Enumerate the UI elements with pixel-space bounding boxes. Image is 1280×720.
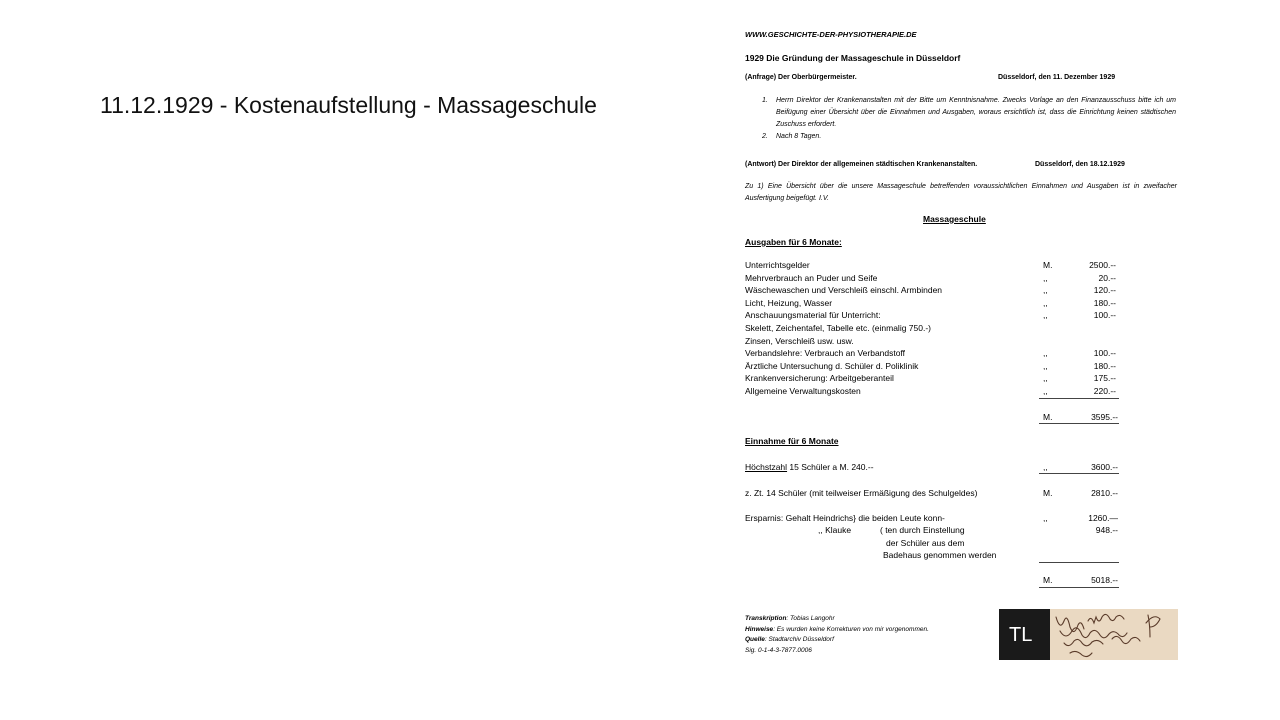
- document-image: [745, 24, 1180, 664]
- income-rule: [1039, 473, 1119, 474]
- expense-label: Licht, Heizung, Wasser: [745, 297, 833, 308]
- footer-signature: Sig. 0-1-4-3-7877.0006: [745, 646, 812, 654]
- note-number: 2.: [762, 133, 768, 140]
- expense-amount: 220.--: [1093, 385, 1116, 396]
- expense-unit: ,,: [1043, 272, 1048, 283]
- footer: [745, 614, 929, 656]
- expenses-total-amount: 3595.--: [1091, 412, 1118, 422]
- income-max-label-underlined: Höchstzahl: [745, 462, 788, 472]
- expense-label: Zinsen, Verschleiß usw. usw.: [745, 335, 854, 346]
- expense-row: [745, 285, 1135, 298]
- savings-line-2-text: ( ten durch Einstellung: [880, 525, 965, 535]
- expense-row: [745, 386, 1135, 399]
- expense-label: Mehrverbrauch an Puder und Seife: [745, 272, 878, 283]
- expense-row: [745, 310, 1135, 323]
- savings-rule: [1039, 562, 1119, 563]
- expense-row: [745, 323, 1135, 336]
- note-text: Nach 8 Tagen.: [776, 133, 822, 140]
- savings-line-3: der Schüler aus dem: [886, 538, 965, 548]
- savings-line-1: Ersparnis: Gehalt Heindrichs} die beiden Leute konn-: [745, 513, 945, 523]
- expense-row: [745, 298, 1135, 311]
- expense-row: [745, 336, 1135, 349]
- expense-amount: 100.--: [1093, 348, 1116, 359]
- slide-title: 11.12.1929 - Kostenaufstellung - Massageschule: [100, 92, 597, 118]
- expense-label: Allgemeine Verwaltungskosten: [745, 385, 861, 396]
- expense-unit: ,,: [1043, 297, 1048, 308]
- footer-source-label: Quelle: [745, 636, 765, 643]
- savings-line-4: Badehaus genommen werden: [883, 550, 997, 560]
- footer-notes: [745, 625, 929, 636]
- logo-text: TL: [1009, 624, 1033, 646]
- expense-row: [745, 348, 1135, 361]
- savings-line-1-amount: 1260.—: [1088, 513, 1118, 523]
- request-from: (Anfrage) Der Oberbürgermeister.: [745, 74, 857, 81]
- sum-rule: [1039, 398, 1119, 399]
- footer-notes-value: : Es wurden keine Korrekturen von mir vorgenommen.: [773, 625, 929, 633]
- income-heading: Einnahme für 6 Monate: [745, 436, 839, 446]
- expense-label: Ärztliche Untersuchung d. Schüler d. Poliklinik: [745, 360, 919, 371]
- answer-from: (Antwort) Der Direktor der allgemeinen städtischen Krankenanstalten.: [745, 161, 978, 168]
- income-current-label: z. Zt. 14 Schüler (mit teilweiser Ermäßigung des Schulgeldes): [745, 488, 978, 498]
- expense-amount: 100.--: [1093, 310, 1116, 321]
- expense-row: [745, 273, 1135, 286]
- income-total-rule: [1039, 587, 1119, 588]
- expense-amount: 20.--: [1098, 272, 1116, 283]
- expense-amount: 2500.--: [1089, 260, 1116, 270]
- income-max-unit: ,,: [1043, 462, 1048, 472]
- footer-source: [745, 635, 929, 646]
- savings-line-1-unit: ,,: [1043, 513, 1048, 523]
- expense-label: Krankenversicherung: Arbeitgeberanteil: [745, 373, 894, 384]
- savings-line-2-name: ,, Klauke: [818, 525, 852, 535]
- income-max-label-rest: 15 Schüler a M. 240.--: [787, 462, 874, 472]
- expense-unit: ,,: [1043, 285, 1048, 296]
- savings-line-2-amount: 948.--: [1095, 525, 1118, 535]
- expense-row: [745, 373, 1135, 386]
- expense-unit: ,,: [1043, 373, 1048, 384]
- expense-label: Anschauungsmaterial für Unterricht:: [745, 310, 881, 321]
- document-title: Massageschule: [923, 214, 986, 224]
- expenses-list: [745, 260, 1135, 399]
- income-total-unit: M.: [1043, 575, 1053, 585]
- expense-label: Skelett, Zeichentafel, Tabelle etc. (einmalig 750.-): [745, 322, 931, 333]
- expense-unit: ,,: [1043, 348, 1048, 359]
- income-total-amount: 5018.--: [1091, 575, 1118, 585]
- expense-unit: ,,: [1043, 360, 1048, 371]
- expense-label: Verbandslehre: Verbrauch an Verbandstoff: [745, 348, 906, 359]
- expense-row: [745, 361, 1135, 374]
- note-text: Herrn Direktor der Krankenanstalten mit der Bitte um Kenntnisnahme. Zwecks Vorlage an den Finanzausschuss bitte ich um Beifügung einer Übersicht über die Einnahmen und Ausgaben, woraus ersichtlich ist, dass die Einrichtung keinen städtischen Zuschuss erfordert.: [776, 97, 1176, 128]
- note-number: 1.: [762, 97, 768, 104]
- logo: [999, 609, 1178, 660]
- income-max-amount: 3600.--: [1091, 462, 1118, 472]
- expense-amount: 175.--: [1093, 373, 1116, 384]
- expense-unit: ,,: [1043, 310, 1048, 321]
- income-current-amount: 2810.--: [1091, 488, 1118, 498]
- expense-unit: M.: [1043, 260, 1053, 270]
- expense-label: Wäschewaschen und Verschleiß einschl. Armbinden: [745, 285, 943, 296]
- handwriting-image: [1050, 609, 1178, 660]
- footer-source-value: : Stadtarchiv Düsseldorf: [764, 636, 834, 643]
- expense-unit: ,,: [1043, 385, 1048, 396]
- expense-amount: 180.--: [1093, 360, 1116, 371]
- footer-transcription: [745, 614, 929, 625]
- expenses-total-unit: M.: [1043, 412, 1053, 422]
- document-heading: 1929 Die Gründung der Massageschule in Düsseldorf: [745, 53, 961, 63]
- expense-row: [745, 260, 1135, 273]
- footer-notes-label: Hinweise: [745, 625, 774, 633]
- expense-label: Unterrichtsgelder: [745, 260, 810, 270]
- footer-transcription-label: Transkription: [745, 615, 787, 622]
- expenses-heading: Ausgaben für 6 Monate:: [745, 237, 842, 247]
- footer-transcription-value: : Tobias Langohr: [786, 615, 835, 622]
- income-max-label: [745, 461, 874, 474]
- expense-amount: 120.--: [1093, 285, 1116, 296]
- income-current-unit: M.: [1043, 488, 1053, 498]
- answer-date: Düsseldorf, den 18.12.1929: [1035, 161, 1125, 168]
- website-url: WWW.GESCHICHTE-DER-PHYSIOTHERAPIE.DE: [745, 30, 917, 39]
- total-rule: [1039, 423, 1119, 424]
- answer-text: Zu 1) Eine Übersicht über die unsere Massageschule betreffenden voraussichtlichen Einnahmen und Ausgaben ist in zweifacher Ausfertigung beigefügt. I.V.: [745, 183, 1177, 202]
- request-date: Düsseldorf, den 11. Dezember 1929: [998, 74, 1116, 81]
- expense-amount: 180.--: [1093, 297, 1116, 308]
